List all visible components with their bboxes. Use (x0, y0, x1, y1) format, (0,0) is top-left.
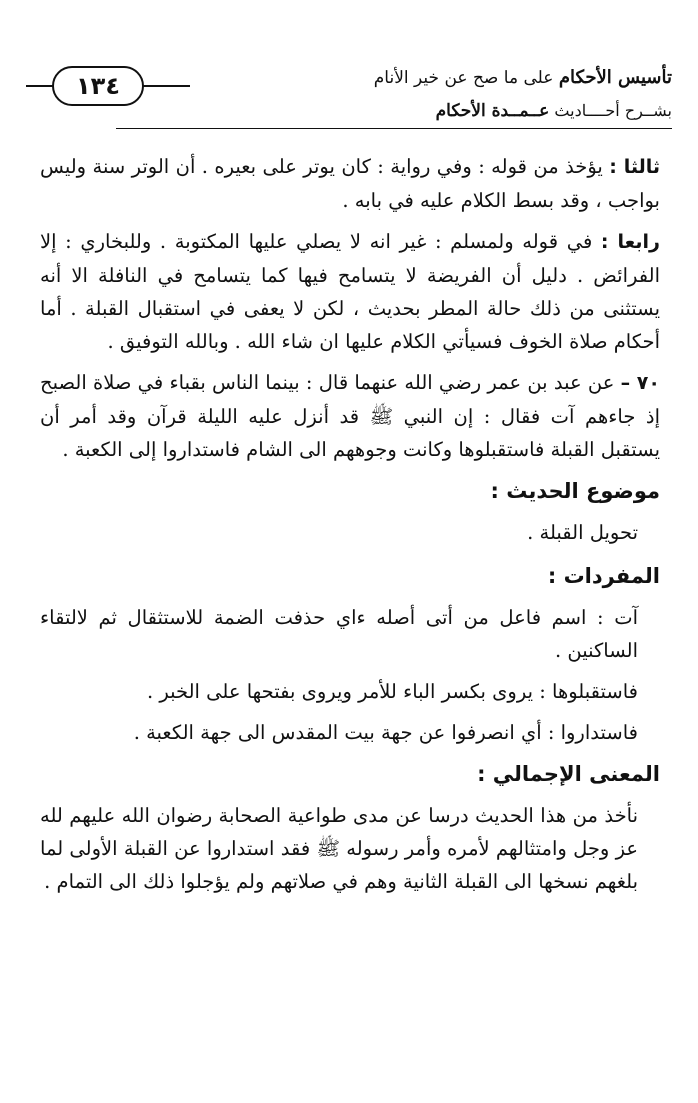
vocab-item: فاستداروا : أي انصرفوا عن جهة بيت المقدس الى جهة الكعبة . (133, 721, 638, 744)
header-divider (116, 128, 672, 129)
header-rule (142, 85, 190, 87)
paragraph-fourth (40, 225, 660, 358)
paragraph-lead: ثالثا : (609, 156, 660, 178)
section-heading-topic: موضوع الحديث : (490, 479, 660, 503)
paragraph-third (40, 150, 660, 217)
topic-text: تحويل القبلة . (527, 521, 638, 544)
page-body (40, 150, 660, 906)
book-subtitle-main: عــمــدة الأحكام (435, 101, 550, 121)
hadith-text: عن عبد بن عمر رضي الله عنهما قال : بينما الناس بقباء في صلاة الصبح إذ جاءهم آت فقال : إن النبي ﷺ قد أنزل عليه الليلة قرآن وقد أمر أن يستقبل القبلة فاستقبلوها وكانت وجوههم الى الشام فاستداروا إلى الكعبة . (40, 371, 660, 461)
page-header (26, 66, 672, 136)
summary-text: نأخذ من هذا الحديث درسا عن مدى طواعية الصحابة رضوان الله عليهم لله عز وجل وامتثالهم لأمره وأمر رسوله ﷺ فقد استداروا عن القبلة الأولى لما بلغهم نسخها الى القبلة الثانية وهم في صلاتهم ولم يؤجلوا ذلك الى التمام . (40, 804, 638, 893)
book-title-main: تأسيس الأحكام (558, 67, 672, 88)
book-title (374, 66, 672, 90)
vocab-item: فاستقبلوها : يروى بكسر الباء للأمر ويروى بفتحها على الخبر . (146, 680, 638, 703)
paragraph-text: يؤخذ من قوله : وفي رواية : كان يوتر على بعيره . أن الوتر سنة وليس بواجب ، وقد بسط الكلام عليه في بابه . (40, 155, 660, 212)
section-heading-summary: المعنى الإجمالي : (477, 762, 660, 786)
page-number: ١٣٤ (52, 66, 144, 106)
hadith-number: ٧٠ – (620, 372, 660, 394)
section-heading-vocabulary: المفردات : (547, 564, 660, 588)
book-subtitle-prefix: بشــرح أحــــاديث (549, 101, 672, 120)
paragraph-text: في قوله ولمسلم : غير انه لا يصلي عليها المكتوبة . وللبخاري : إلا الفرائض . دليل أن الفريضة لا يتسامح فيها كما يتسامح في النافلة الا أنه يستثنى من ذلك حالة المطر بحديث ، لكن لا يعفى في استقبال القبلة . أما أحكام صلاة الخوف فسيأتي الكلام عليها ان شاء الله . وبالله التوفيق . (40, 230, 660, 353)
paragraph-lead: رابعا : (600, 231, 660, 253)
book-title-rest: على ما صح عن خير الأنام (373, 68, 559, 88)
vocab-item: آت : اسم فاعل من أتى أصله ءاي حذفت الضمة للاستثقال ثم لالتقاء الساكنين . (40, 606, 638, 662)
book-subtitle (436, 100, 672, 122)
hadith-70 (40, 366, 660, 466)
